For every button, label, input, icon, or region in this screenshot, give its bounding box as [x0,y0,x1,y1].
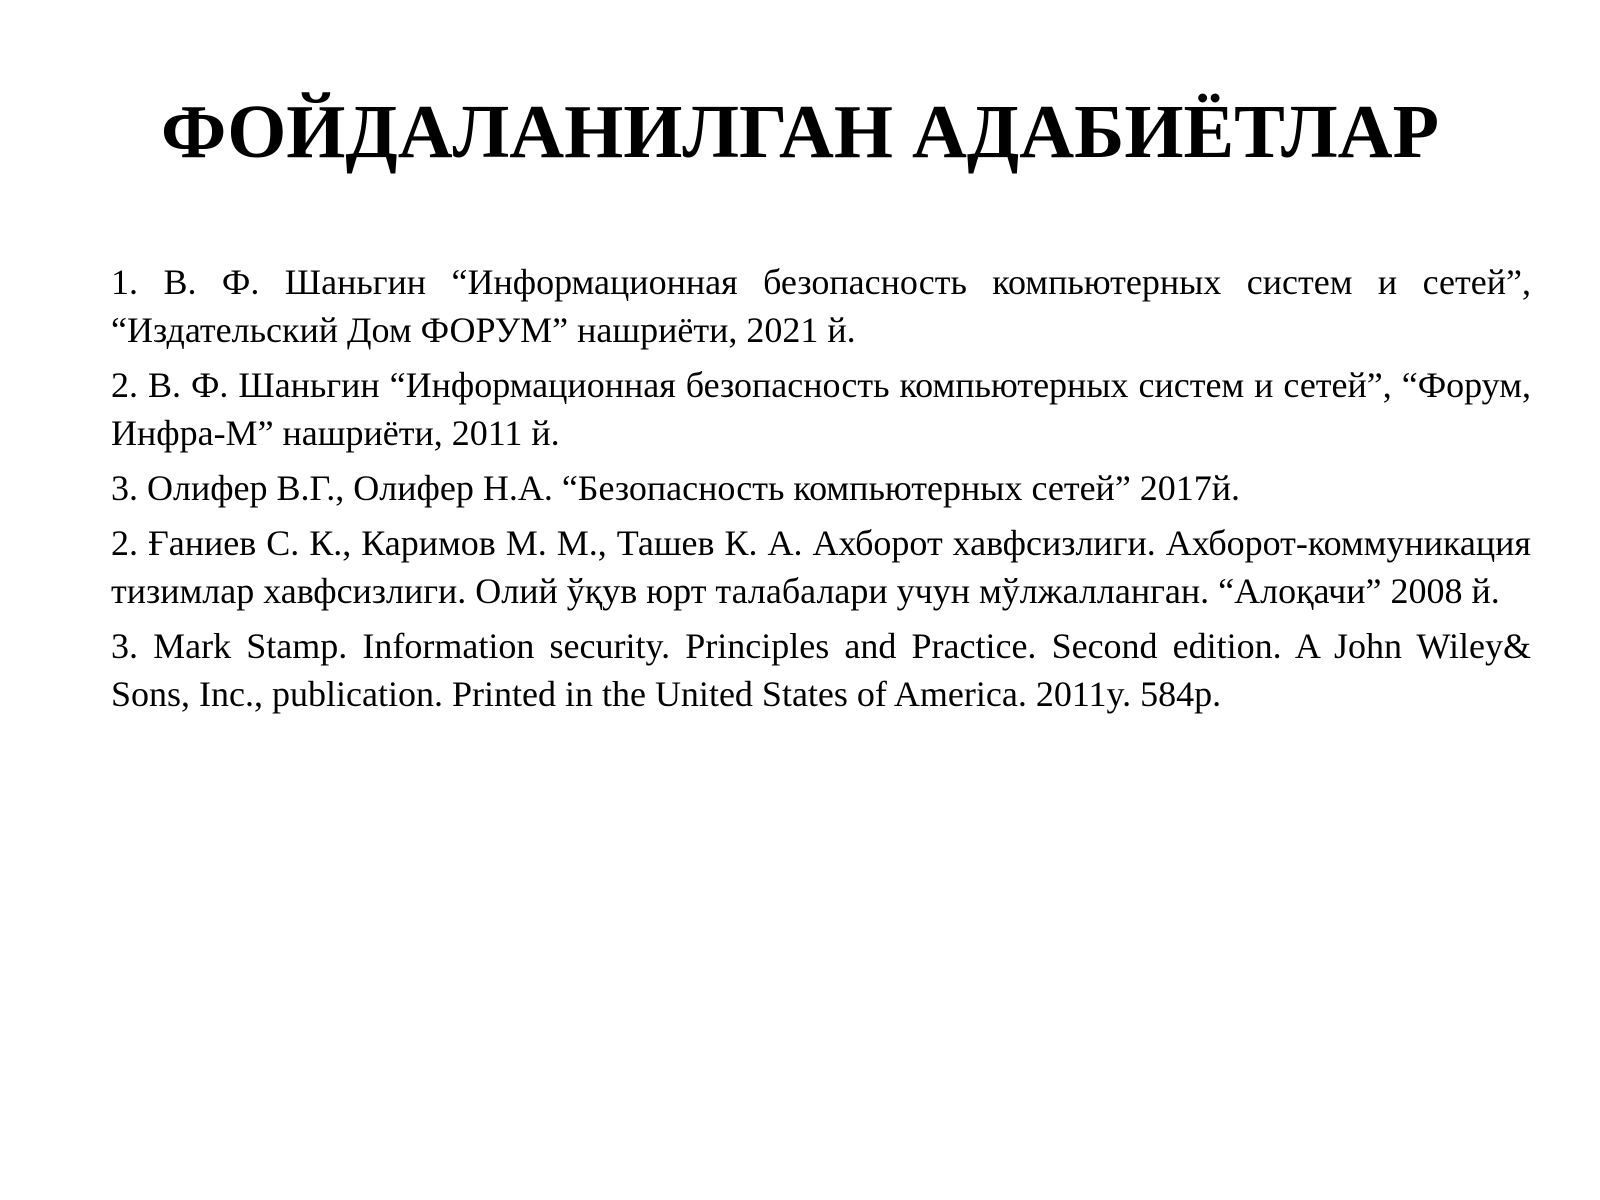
reference-item: 2. В. Ф. Шаньгин “Информационная безопасность компьютерных систем и сетей”, “Форум, Инфра-М” нашриёти, 2011 й. [111,365,1531,453]
reference-item: 3. Олифер В.Г., Олифер Н.А. “Безопасность компьютерных сетей” 2017й. [111,468,1241,508]
slide-title: ФОЙДАЛАНИЛГАН АДАБИЁТЛАР [160,90,1439,174]
reference-list [111,258,1531,725]
reference-item: 2. Ғаниев С. К., Каримов М. М., Ташев К. А. Ахборот хавфсизлиги. Ахборот-коммуникация тизимлар хавфсизлиги. Олий ўқув юрт талабалари учун мўлжалланган. “Алоқачи” 2008 й. [111,523,1531,611]
reference-item: 1. В. Ф. Шаньгин “Информационная безопасность компьютерных систем и сетей”, “Издательский Дом ФОРУМ” нашриёти, 2021 й. [111,262,1531,350]
reference-item: 3. Mark Stamp. Information security. Principles and Practice. Second edition. A John Wiley& Sons, Inc., publication. Printed in the United States of America. 2011y. 584p. [111,626,1531,714]
